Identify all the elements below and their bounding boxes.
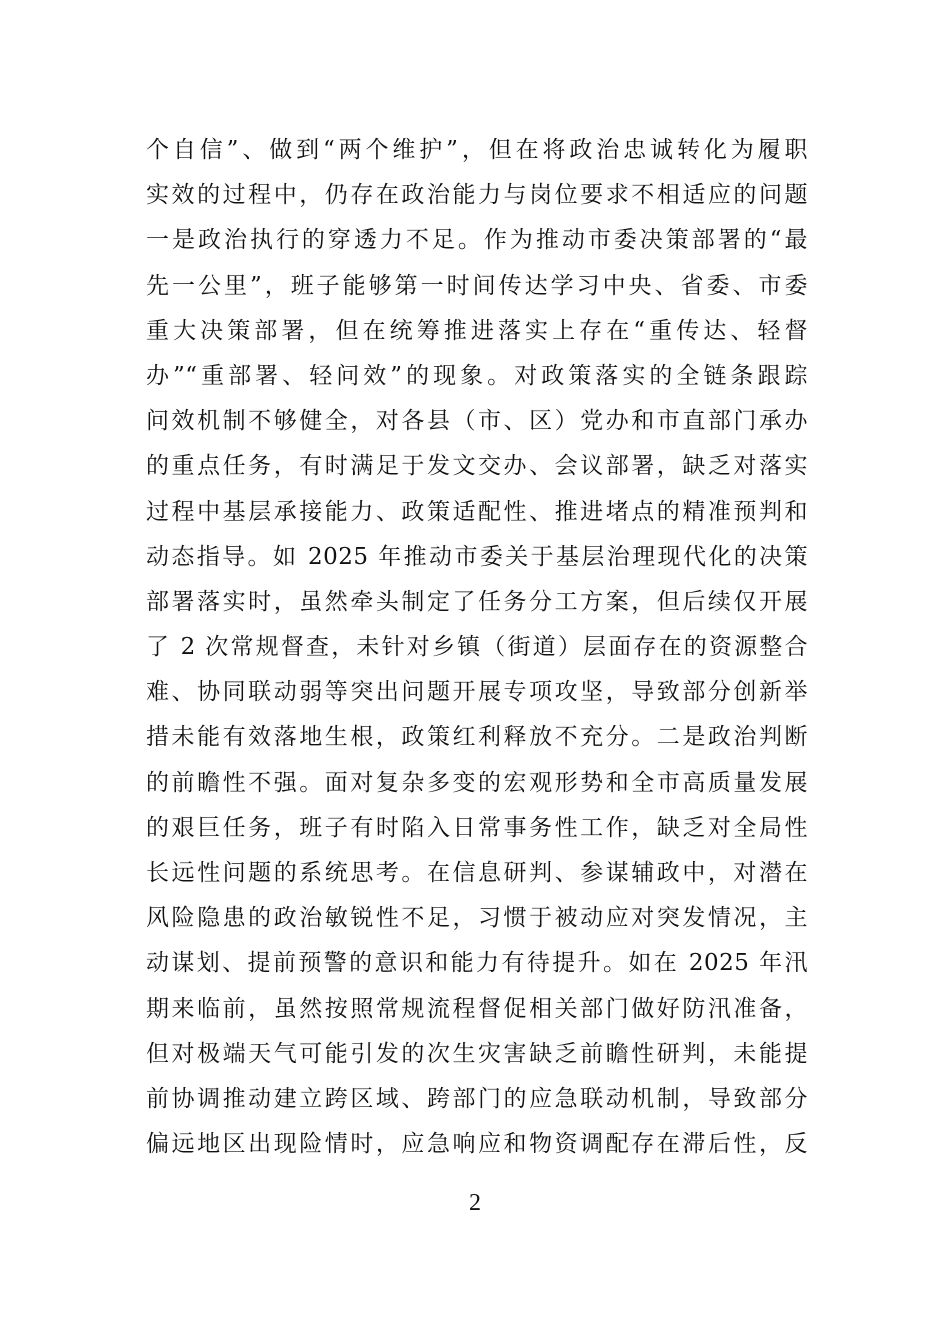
text-line: 的重点任务，有时满足于发文交办、会议部署，缺乏对落实	[146, 453, 808, 480]
text-line: 一是政治执行的穿透力不足。作为推动市委决策部署的“最	[146, 227, 808, 254]
text-line: 偏远地区出现险情时，应急响应和物资调配存在滞后性，反	[146, 1131, 808, 1158]
text-line: 个自信”、做到“两个维护”，但在将政治忠诚转化为履职	[146, 137, 808, 163]
text-line: 长远性问题的系统思考。在信息研判、参谋辅政中，对潜在	[146, 860, 808, 886]
text-line: 重大决策部署，但在统筹推进落实上存在“重传达、轻督	[146, 317, 808, 344]
page-number: 2	[469, 1190, 481, 1216]
text-line: 动态指导。如 2025 年推动市委关于基层治理现代化的决策	[146, 543, 808, 570]
text-line: 期来临前，虽然按照常规流程督促相关部门做好防汛准备，	[146, 995, 808, 1022]
text-line: 前协调推动建立跨区域、跨部门的应急联动机制，导致部分	[146, 1085, 808, 1112]
text-line: 过程中基层承接能力、政策适配性、推进堵点的精准预判和	[146, 498, 808, 525]
text-line: 了 2 次常规督查，未针对乡镇（街道）层面存在的资源整合	[146, 634, 808, 661]
text-line: 实效的过程中，仍存在政治能力与岗位要求不相适应的问题	[146, 182, 808, 209]
text-line: 风险隐患的政治敏锐性不足，习惯于被动应对突发情况，主	[146, 905, 808, 932]
text-line: 难、协同联动弱等突出问题开展专项攻坚，导致部分创新举	[146, 679, 808, 706]
text-line: 先一公里”，班子能够第一时间传达学习中央、省委、市委	[146, 272, 808, 299]
text-line: 的艰巨任务，班子有时陷入日常事务性工作，缺乏对全局性	[146, 814, 808, 841]
text-line: 但对极端天气可能引发的次生灾害缺乏前瞻性研判，未能提	[146, 1040, 808, 1067]
text-line: 部署落实时，虽然牵头制定了任务分工方案，但后续仅开展	[146, 588, 808, 615]
text-line: 办”“重部署、轻问效”的现象。对政策落实的全链条跟踪	[146, 362, 808, 389]
text-line: 措未能有效落地生根，政策红利释放不充分。二是政治判断	[146, 724, 808, 751]
text-line: 的前瞻性不强。面对复杂多变的宏观形势和全市高质量发展	[146, 769, 808, 796]
text-line: 动谋划、提前预警的意识和能力有待提升。如在 2025 年汛	[146, 950, 808, 977]
text-line: 问效机制不够健全，对各县（市、区）党办和市直部门承办	[146, 408, 808, 435]
body-text	[146, 128, 808, 1167]
